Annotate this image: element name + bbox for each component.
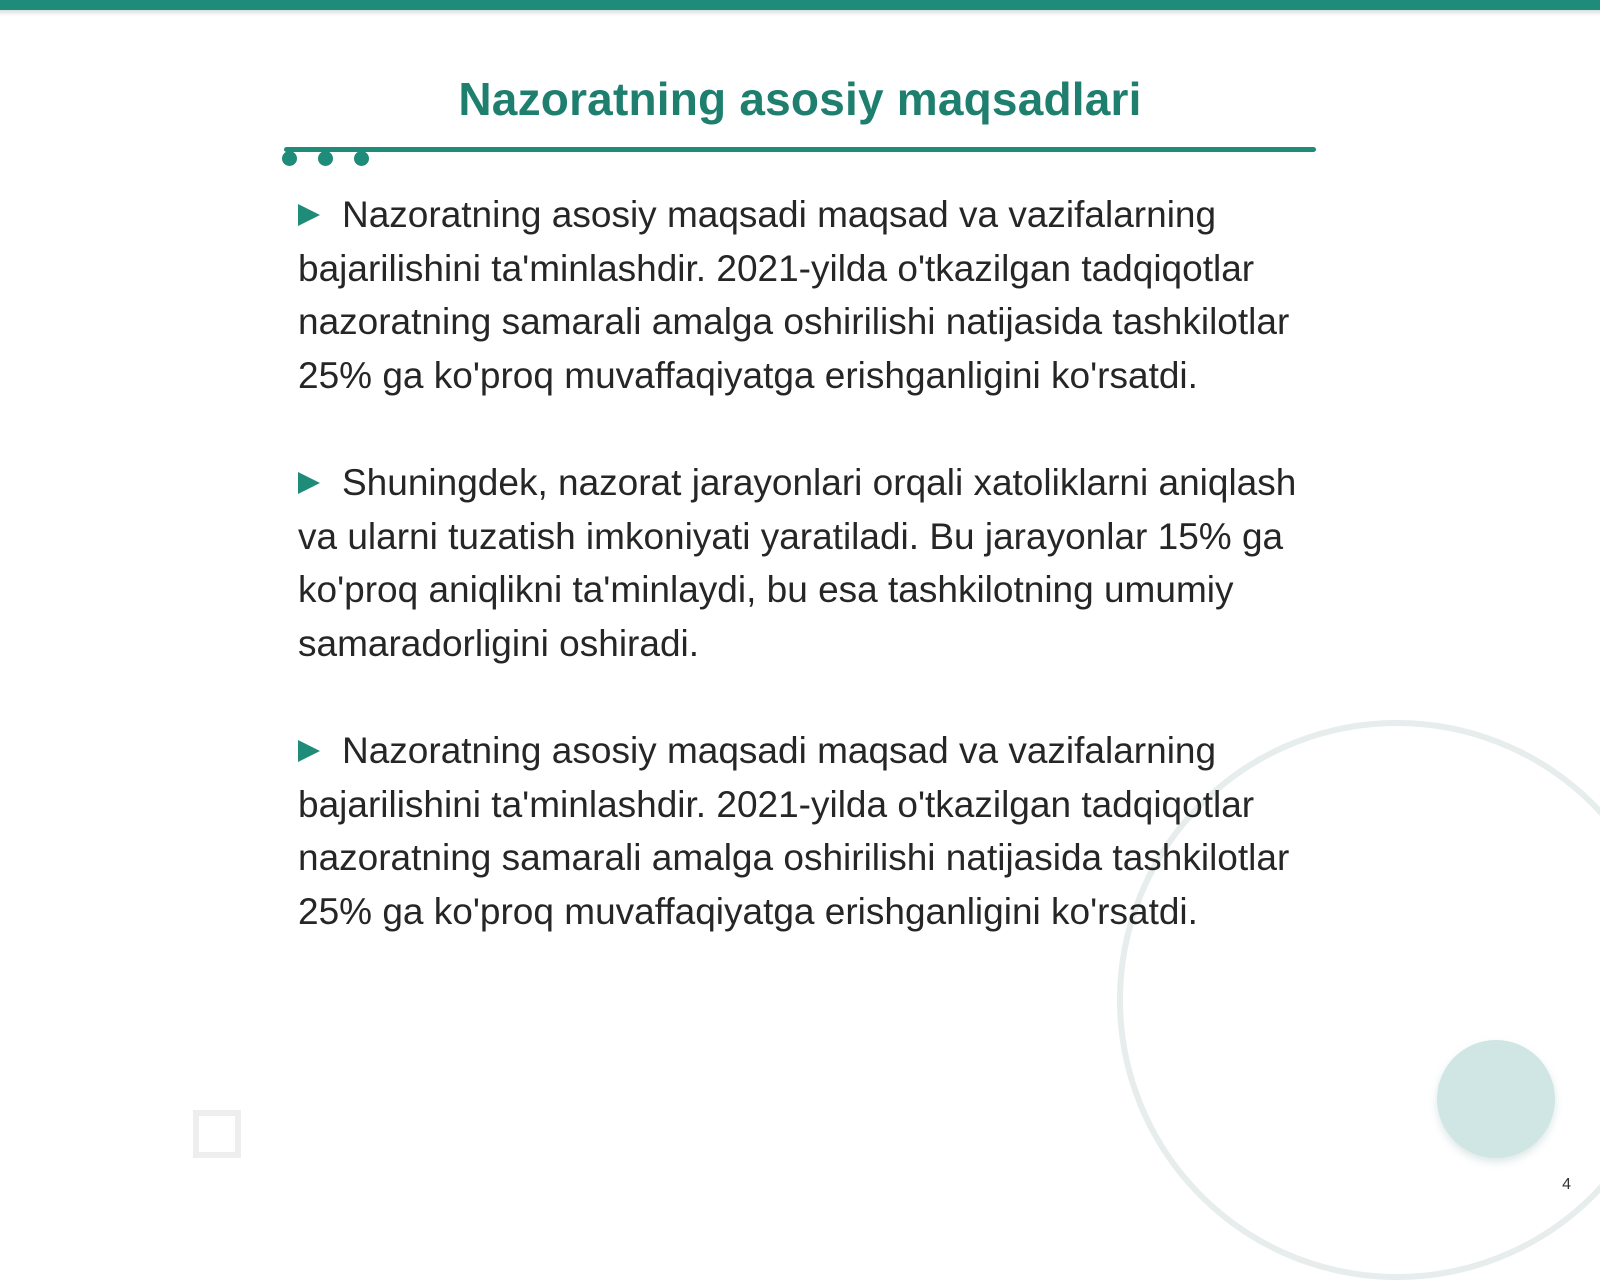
title-underline	[284, 147, 1316, 152]
underline-dot	[318, 151, 333, 166]
bullet-list	[298, 188, 1308, 992]
decorative-circle	[1437, 1040, 1555, 1158]
bullet-text: Shuningdek, nazorat jarayonlari orqali xatoliklarni aniqlash va ularni tuzatish imkoniyati yaratiladi. Bu jarayonlar 15% ga ko'proq aniqlikni ta'minlaydi, bu esa tashkilotning umumiy samaradorligini oshiradi.	[298, 462, 1297, 664]
top-accent-bar	[0, 0, 1600, 10]
bullet-item	[298, 456, 1308, 670]
decorative-square	[193, 1110, 241, 1158]
bullet-item	[298, 188, 1308, 402]
bullet-text: Nazoratning asosiy maqsadi maqsad va vazifalarning bajarilishini ta'minlashdir. 2021-yilda o'tkazilgan tadqiqotlar nazoratning samarali amalga oshirilishi natijasida tashkilotlar 25% ga ko'proq muvaffaqiyatga erishganligini ko'rsatdi.	[298, 194, 1290, 396]
page-number: 4	[1562, 1176, 1571, 1193]
triangle-right-icon	[298, 472, 320, 494]
top-accent-bar-shadow	[0, 10, 1600, 16]
bullet-text: Nazoratning asosiy maqsadi maqsad va vazifalarning bajarilishini ta'minlashdir. 2021-yilda o'tkazilgan tadqiqotlar nazoratning samarali amalga oshirilishi natijasida tashkilotlar 25% ga ko'proq muvaffaqiyatga erishganligini ko'rsatdi.	[298, 730, 1290, 932]
underline-dot	[282, 151, 297, 166]
underline-dot	[354, 151, 369, 166]
triangle-right-icon	[298, 204, 320, 226]
triangle-right-icon	[298, 740, 320, 762]
slide-title: Nazoratning asosiy maqsadlari	[458, 73, 1142, 125]
bullet-item	[298, 724, 1308, 938]
